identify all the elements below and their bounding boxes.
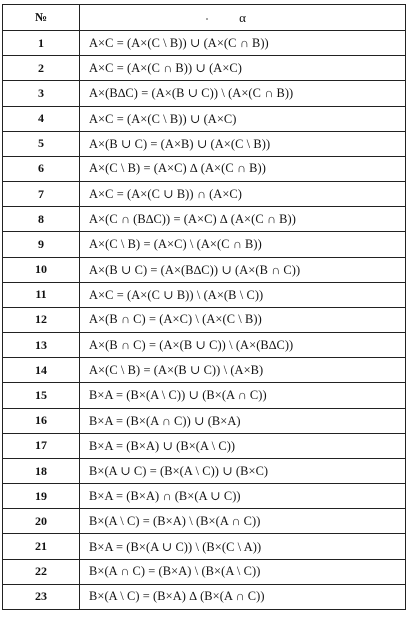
set-identity-formula: A×(B ∪ C) = (A×(B∆C)) ∪ (A×(B ∩ C)) <box>80 257 406 282</box>
table-row <box>3 534 406 559</box>
row-number: 18 <box>3 458 80 483</box>
row-number: 1 <box>3 31 80 56</box>
table-row <box>3 81 406 106</box>
set-identity-formula: B×A = (B×A) ∪ (B×(A \ C)) <box>80 433 406 458</box>
table-row <box>3 333 406 358</box>
row-number: 23 <box>3 584 80 609</box>
row-number: 6 <box>3 156 80 181</box>
header-row <box>3 5 406 31</box>
table-row <box>3 383 406 408</box>
set-identity-formula: B×A = (B×(A \ C)) ∪ (B×(A ∩ C)) <box>80 383 406 408</box>
row-number: 15 <box>3 383 80 408</box>
row-number: 8 <box>3 207 80 232</box>
table-row <box>3 207 406 232</box>
row-number: 16 <box>3 408 80 433</box>
row-number: 19 <box>3 484 80 509</box>
table-row <box>3 358 406 383</box>
row-number: 20 <box>3 509 80 534</box>
set-identity-formula: A×C = (A×(C ∩ B)) ∪ (A×C) <box>80 56 406 81</box>
table-row <box>3 31 406 56</box>
table-row <box>3 282 406 307</box>
set-identity-formula: A×(C \ B) = (A×C) ∆ (A×(C ∩ B)) <box>80 156 406 181</box>
set-identity-formula: A×C = (A×(C ∪ B)) \ (A×(B \ C)) <box>80 282 406 307</box>
row-number: 9 <box>3 232 80 257</box>
table-row <box>3 458 406 483</box>
set-identity-formula: A×(C \ B) = (A×C) \ (A×(C ∩ B)) <box>80 232 406 257</box>
set-identity-formula: B×(A ∩ C) = (B×A) \ (B×(A \ C)) <box>80 559 406 584</box>
set-identity-formula: A×C = (A×(C ∪ B)) ∩ (A×C) <box>80 182 406 207</box>
table-row <box>3 56 406 81</box>
row-number: 3 <box>3 81 80 106</box>
set-identity-formula: B×(A \ C) = (B×A) \ (B×(A ∩ C)) <box>80 509 406 534</box>
set-identity-formula: B×A = (B×(A ∪ C)) \ (B×(C \ A)) <box>80 534 406 559</box>
set-identity-formula: A×(B ∪ C) = (A×B) ∪ (A×(C \ B)) <box>80 131 406 156</box>
alpha-column-header: α <box>80 5 406 31</box>
row-number: 22 <box>3 559 80 584</box>
row-number: 5 <box>3 131 80 156</box>
row-number: 10 <box>3 257 80 282</box>
row-number: 14 <box>3 358 80 383</box>
table-row <box>3 509 406 534</box>
row-number: 13 <box>3 333 80 358</box>
set-identity-formula: A×(C \ B) = (A×(B ∪ C)) \ (A×B) <box>80 358 406 383</box>
row-number: 11 <box>3 282 80 307</box>
set-identity-formula: B×A = (B×A) ∩ (B×(A ∪ C)) <box>80 484 406 509</box>
set-identity-formula: B×(A ∪ C) = (B×(A \ C)) ∪ (B×C) <box>80 458 406 483</box>
table-body <box>3 31 406 610</box>
table-row <box>3 584 406 609</box>
table-row <box>3 131 406 156</box>
set-identity-formula: A×(B∆C) = (A×(B ∪ C)) \ (A×(C ∩ B)) <box>80 81 406 106</box>
set-identity-formula: A×(C ∩ (B∆C)) = (A×C) ∆ (A×(C ∩ B)) <box>80 207 406 232</box>
number-column-header: № <box>3 5 80 31</box>
table-row <box>3 484 406 509</box>
table-row <box>3 106 406 131</box>
table-row <box>3 182 406 207</box>
set-identity-formula: A×(B ∩ C) = (A×C) \ (A×(C \ B)) <box>80 307 406 332</box>
set-identity-formula: A×C = (A×(C \ B)) ∪ (A×(C ∩ B)) <box>80 31 406 56</box>
identity-table <box>2 4 406 610</box>
row-number: 2 <box>3 56 80 81</box>
row-number: 21 <box>3 534 80 559</box>
table-row <box>3 232 406 257</box>
table-row <box>3 156 406 181</box>
set-identity-formula: B×(A \ C) = (B×A) ∆ (B×(A ∩ C)) <box>80 584 406 609</box>
set-identity-formula: B×A = (B×(A ∩ C)) ∪ (B×A) <box>80 408 406 433</box>
set-identity-formula: A×(B ∩ C) = (A×(B ∪ C)) \ (A×(B∆C)) <box>80 333 406 358</box>
table-row <box>3 257 406 282</box>
set-identity-formula: A×C = (A×(C \ B)) ∪ (A×C) <box>80 106 406 131</box>
row-number: 17 <box>3 433 80 458</box>
row-number: 12 <box>3 307 80 332</box>
table-row <box>3 559 406 584</box>
table-row <box>3 307 406 332</box>
row-number: 4 <box>3 106 80 131</box>
row-number: 7 <box>3 182 80 207</box>
table-row <box>3 433 406 458</box>
table-row <box>3 408 406 433</box>
